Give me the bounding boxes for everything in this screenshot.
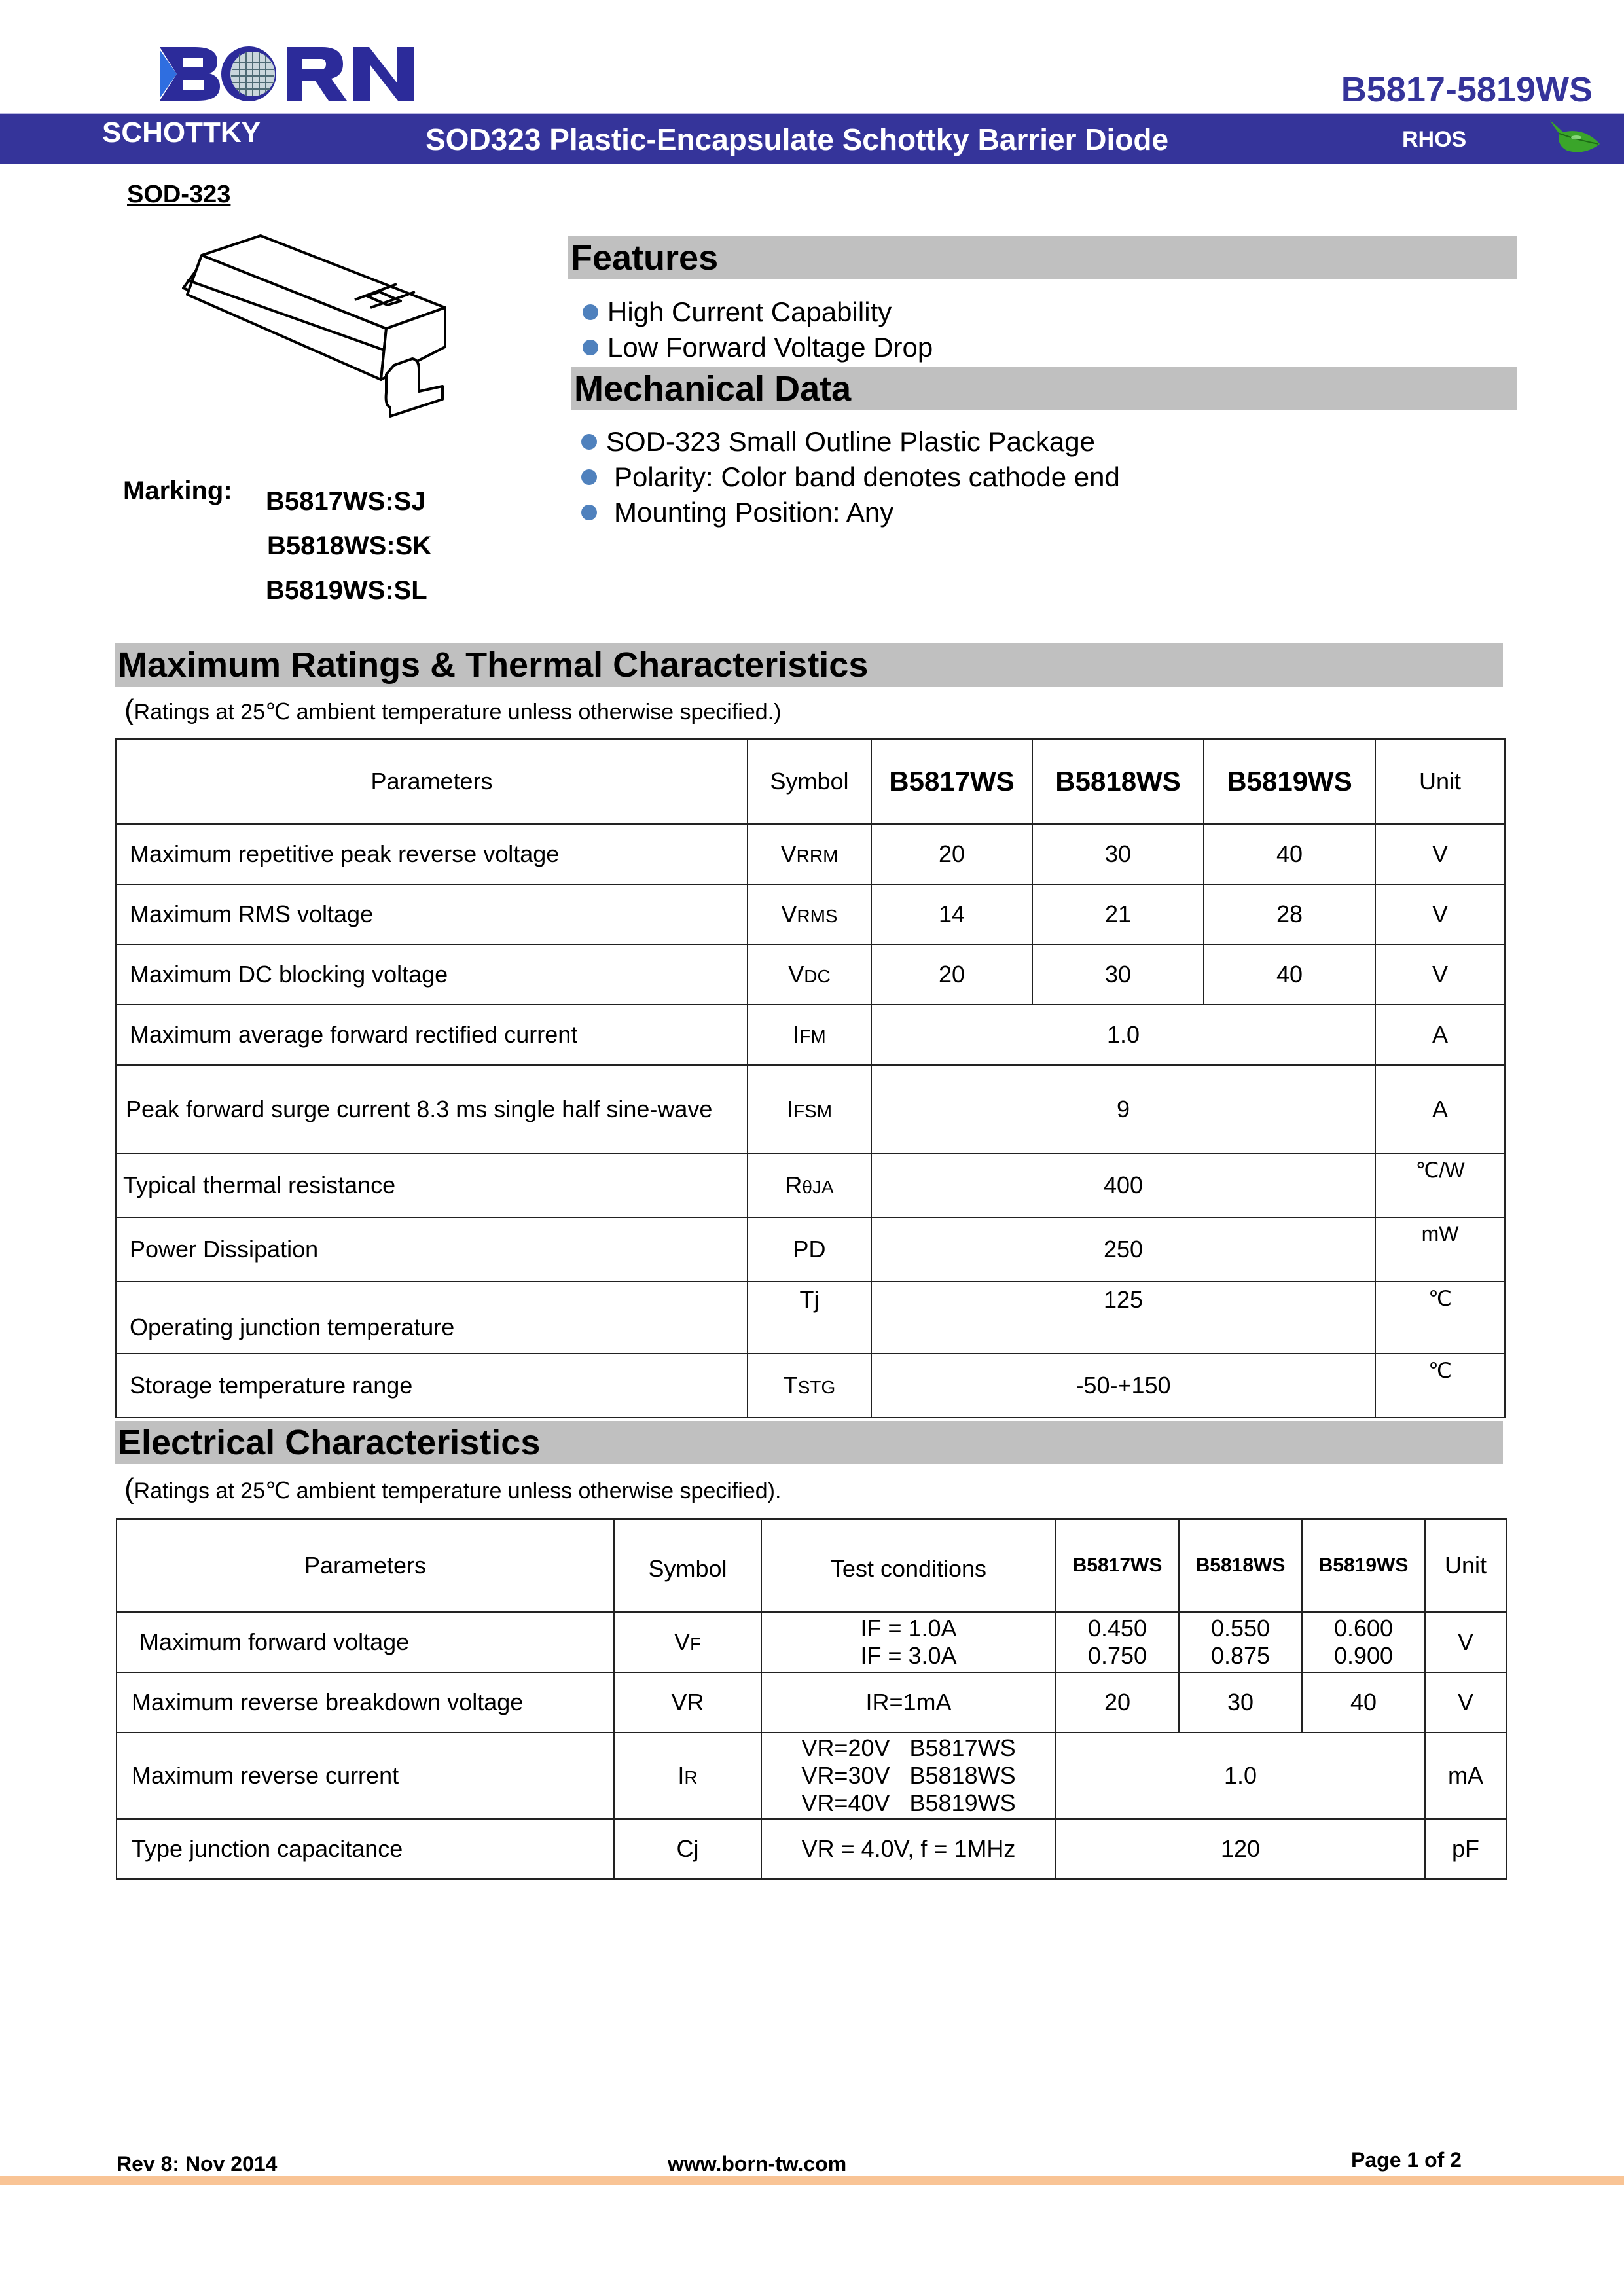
value-line: 0.450 bbox=[1087, 1615, 1147, 1641]
symbol-main: I bbox=[793, 1021, 800, 1048]
value-cell: 30 bbox=[1032, 824, 1204, 884]
table-row bbox=[116, 1153, 1505, 1217]
conditions-cell bbox=[761, 1732, 1056, 1819]
mechanical-text: Polarity: Color band denotes cathode end bbox=[614, 461, 1120, 492]
value-cell: 1.0 bbox=[1056, 1732, 1425, 1819]
value-cell bbox=[1179, 1612, 1302, 1672]
symbol-sub: D bbox=[808, 1236, 826, 1263]
symbol-main: I bbox=[786, 1095, 793, 1122]
value-cell bbox=[1056, 1612, 1179, 1672]
symbol-cell: VR bbox=[614, 1672, 761, 1732]
marking-item: B5817WS:SJ bbox=[266, 487, 426, 516]
table-row bbox=[117, 1732, 1506, 1819]
value-line: 0.600 bbox=[1333, 1615, 1394, 1641]
note-text: Ratings at 25℃ ambient temperature unless otherwise specified.) bbox=[134, 700, 782, 725]
leaf-icon bbox=[1545, 118, 1604, 157]
symbol-sub: DC bbox=[804, 966, 831, 986]
mechanical-list bbox=[581, 424, 1120, 530]
bullet-icon bbox=[581, 505, 597, 520]
value-cell: 20 bbox=[1056, 1672, 1179, 1732]
param-cell: Maximum average forward rectified current bbox=[116, 1005, 748, 1065]
unit-cell: V bbox=[1425, 1612, 1506, 1672]
unit-cell: pF bbox=[1425, 1819, 1506, 1879]
condition-line: IF = 1.0A bbox=[860, 1615, 957, 1641]
symbol-main: Tj bbox=[799, 1286, 820, 1313]
marking-item: B5819WS:SL bbox=[266, 576, 427, 605]
mechanical-text: SOD-323 Small Outline Plastic Package bbox=[606, 426, 1095, 457]
conditions-cell: IR=1mA bbox=[761, 1672, 1056, 1732]
value-cell: 120 bbox=[1056, 1819, 1425, 1879]
value-cell: 20 bbox=[871, 824, 1032, 884]
condition-line: VR=40V B5819WS bbox=[801, 1789, 1016, 1816]
table-row bbox=[117, 1819, 1506, 1879]
param-cell: Maximum forward voltage bbox=[117, 1612, 614, 1672]
header-parameters: Parameters bbox=[117, 1519, 614, 1612]
symbol-main: V bbox=[788, 961, 804, 988]
value-line: 0.550 bbox=[1210, 1615, 1271, 1641]
category-label: SCHOTTKY bbox=[102, 117, 261, 149]
unit-cell: V bbox=[1375, 824, 1505, 884]
symbol-cell bbox=[748, 1354, 871, 1418]
symbol-cell bbox=[614, 1732, 761, 1819]
symbol-sub: FSM bbox=[793, 1100, 833, 1121]
symbol-sub: RMS bbox=[797, 906, 838, 926]
header-b5818ws: B5818WS bbox=[1179, 1519, 1302, 1612]
symbol-sub: STG bbox=[797, 1377, 836, 1397]
bullet-icon bbox=[581, 434, 597, 450]
symbol-cell bbox=[748, 1282, 871, 1354]
symbol-cell bbox=[748, 944, 871, 1005]
condition-line: IF = 3.0A bbox=[860, 1642, 957, 1669]
symbol-main: T bbox=[783, 1372, 798, 1399]
mechanical-item bbox=[581, 495, 1120, 530]
value-line: 0.900 bbox=[1333, 1642, 1394, 1669]
value-cell: 20 bbox=[871, 944, 1032, 1005]
footer-website-link[interactable]: www.born-tw.com bbox=[668, 2152, 847, 2176]
table-row bbox=[116, 1354, 1505, 1418]
table-row bbox=[116, 824, 1505, 884]
param-cell: Power Dissipation bbox=[116, 1217, 748, 1282]
unit-cell: V bbox=[1375, 884, 1505, 944]
header-b5819ws: B5819WS bbox=[1204, 739, 1375, 824]
electrical-heading: Electrical Characteristics bbox=[115, 1421, 1503, 1464]
footer-divider bbox=[0, 2176, 1624, 2185]
symbol-cell bbox=[748, 884, 871, 944]
value-cell: 125 bbox=[871, 1282, 1375, 1354]
value-cell: 40 bbox=[1302, 1672, 1425, 1732]
unit-cell: ℃ bbox=[1375, 1282, 1505, 1354]
footer-page-number: Page 1 of 2 bbox=[1351, 2148, 1462, 2172]
value-line: 0.875 bbox=[1210, 1642, 1271, 1669]
header-b5819ws: B5819WS bbox=[1302, 1519, 1425, 1612]
feature-text: High Current Capability bbox=[607, 296, 892, 327]
condition-line: VR=20V B5817WS bbox=[801, 1734, 1016, 1761]
header-symbol: Symbol bbox=[748, 739, 871, 824]
table-row bbox=[116, 1282, 1505, 1354]
symbol-main: V bbox=[781, 901, 797, 927]
note-text: Ratings at 25℃ ambient temperature unless otherwise specified). bbox=[134, 1479, 782, 1503]
mechanical-item bbox=[581, 424, 1120, 459]
param-cell: Maximum reverse current bbox=[117, 1732, 614, 1819]
value-cell: 40 bbox=[1204, 824, 1375, 884]
mechanical-text: Mounting Position: Any bbox=[614, 497, 894, 528]
value-cell: 1.0 bbox=[871, 1005, 1375, 1065]
value-cell: 9 bbox=[871, 1065, 1375, 1153]
document-title: SOD323 Plastic-Encapsulate Schottky Barrier Diode bbox=[425, 122, 1169, 156]
table-row bbox=[116, 944, 1505, 1005]
symbol-cell bbox=[614, 1612, 761, 1672]
table-row bbox=[116, 884, 1505, 944]
symbol-cell bbox=[748, 1153, 871, 1217]
symbol-main: I bbox=[677, 1762, 685, 1789]
feature-item bbox=[583, 330, 933, 365]
unit-cell: ℃ bbox=[1375, 1354, 1505, 1418]
value-cell: 30 bbox=[1032, 944, 1204, 1005]
symbol-cell: Cj bbox=[614, 1819, 761, 1879]
table-row bbox=[117, 1612, 1506, 1672]
sod323-package-drawing bbox=[164, 229, 452, 452]
max-ratings-table bbox=[115, 738, 1506, 1418]
electrical-note bbox=[124, 1473, 781, 1505]
note-paren: ( bbox=[124, 694, 134, 726]
unit-cell: mW bbox=[1375, 1217, 1505, 1282]
bullet-icon bbox=[583, 340, 598, 355]
marking-list bbox=[266, 479, 431, 613]
table-row bbox=[117, 1672, 1506, 1732]
symbol-sub: F bbox=[689, 1634, 702, 1654]
value-cell: -50-+150 bbox=[871, 1354, 1375, 1418]
part-number: B5817-5819WS bbox=[1341, 70, 1593, 109]
symbol-cell bbox=[748, 1005, 871, 1065]
param-cell: Peak forward surge current 8.3 ms single half sine-wave bbox=[116, 1065, 748, 1153]
table-row bbox=[116, 1217, 1505, 1282]
value-cell: 250 bbox=[871, 1217, 1375, 1282]
mechanical-heading: Mechanical Data bbox=[571, 367, 1517, 410]
header-b5817ws: B5817WS bbox=[871, 739, 1032, 824]
param-cell: Operating junction temperature bbox=[116, 1282, 748, 1354]
max-ratings-note bbox=[124, 694, 781, 726]
header-b5817ws: B5817WS bbox=[1056, 1519, 1179, 1612]
symbol-main: V bbox=[780, 840, 797, 867]
unit-cell: A bbox=[1375, 1005, 1505, 1065]
born-logo bbox=[157, 43, 419, 103]
param-cell: Typical thermal resistance bbox=[116, 1153, 748, 1217]
bullet-icon bbox=[581, 469, 597, 485]
footer-revision: Rev 8: Nov 2014 bbox=[117, 2152, 278, 2176]
symbol-main: P bbox=[793, 1236, 809, 1263]
param-cell: Maximum DC blocking voltage bbox=[116, 944, 748, 1005]
unit-cell: A bbox=[1375, 1065, 1505, 1153]
header-unit: Unit bbox=[1375, 739, 1505, 824]
symbol-sub: RRM bbox=[796, 846, 839, 866]
unit-cell: ℃/W bbox=[1375, 1153, 1505, 1217]
symbol-cell bbox=[748, 1217, 871, 1282]
symbol-sub: FM bbox=[799, 1026, 826, 1047]
header-b5818ws: B5818WS bbox=[1032, 739, 1204, 824]
value-cell: 21 bbox=[1032, 884, 1204, 944]
table-header-row bbox=[116, 739, 1505, 824]
value-line: 0.750 bbox=[1087, 1642, 1147, 1669]
feature-text: Low Forward Voltage Drop bbox=[607, 332, 933, 363]
param-cell: Maximum RMS voltage bbox=[116, 884, 748, 944]
symbol-cell bbox=[748, 824, 871, 884]
header-symbol: Symbol bbox=[614, 1519, 761, 1612]
electrical-table bbox=[116, 1518, 1507, 1880]
marking-item: B5818WS:SK bbox=[267, 531, 432, 560]
param-cell: Maximum reverse breakdown voltage bbox=[117, 1672, 614, 1732]
unit-cell: V bbox=[1375, 944, 1505, 1005]
symbol-cell bbox=[748, 1065, 871, 1153]
max-ratings-heading: Maximum Ratings & Thermal Characteristics bbox=[115, 643, 1503, 687]
value-cell: 14 bbox=[871, 884, 1032, 944]
marking-label: Marking: bbox=[123, 476, 232, 505]
table-row bbox=[116, 1005, 1505, 1065]
symbol-main: R bbox=[785, 1172, 803, 1198]
param-cell: Type junction capacitance bbox=[117, 1819, 614, 1879]
header-test-conditions: Test conditions bbox=[761, 1519, 1056, 1612]
conditions-cell: VR = 4.0V, f = 1MHz bbox=[761, 1819, 1056, 1879]
condition-line: VR=30V B5818WS bbox=[801, 1762, 1016, 1789]
param-cell: Maximum repetitive peak reverse voltage bbox=[116, 824, 748, 884]
compliance-label: RHOS bbox=[1402, 127, 1467, 152]
value-cell bbox=[1302, 1612, 1425, 1672]
table-row bbox=[116, 1065, 1505, 1153]
bullet-icon bbox=[583, 304, 598, 320]
features-heading: Features bbox=[568, 236, 1517, 279]
conditions-cell bbox=[761, 1612, 1056, 1672]
value-cell: 28 bbox=[1204, 884, 1375, 944]
header-parameters: Parameters bbox=[116, 739, 748, 824]
package-label: SOD-323 bbox=[127, 181, 231, 208]
value-cell: 40 bbox=[1204, 944, 1375, 1005]
symbol-main: V bbox=[674, 1628, 690, 1655]
param-cell: Storage temperature range bbox=[116, 1354, 748, 1418]
note-paren: ( bbox=[124, 1473, 134, 1505]
symbol-sub: R bbox=[684, 1767, 698, 1787]
unit-cell: mA bbox=[1425, 1732, 1506, 1819]
feature-item bbox=[583, 295, 933, 330]
table-header-row bbox=[117, 1519, 1506, 1612]
mechanical-item bbox=[581, 459, 1120, 495]
value-cell: 30 bbox=[1179, 1672, 1302, 1732]
features-list bbox=[583, 295, 933, 365]
unit-cell: V bbox=[1425, 1672, 1506, 1732]
symbol-sub: θJA bbox=[802, 1177, 834, 1197]
header-unit: Unit bbox=[1425, 1519, 1506, 1612]
value-cell: 400 bbox=[871, 1153, 1375, 1217]
